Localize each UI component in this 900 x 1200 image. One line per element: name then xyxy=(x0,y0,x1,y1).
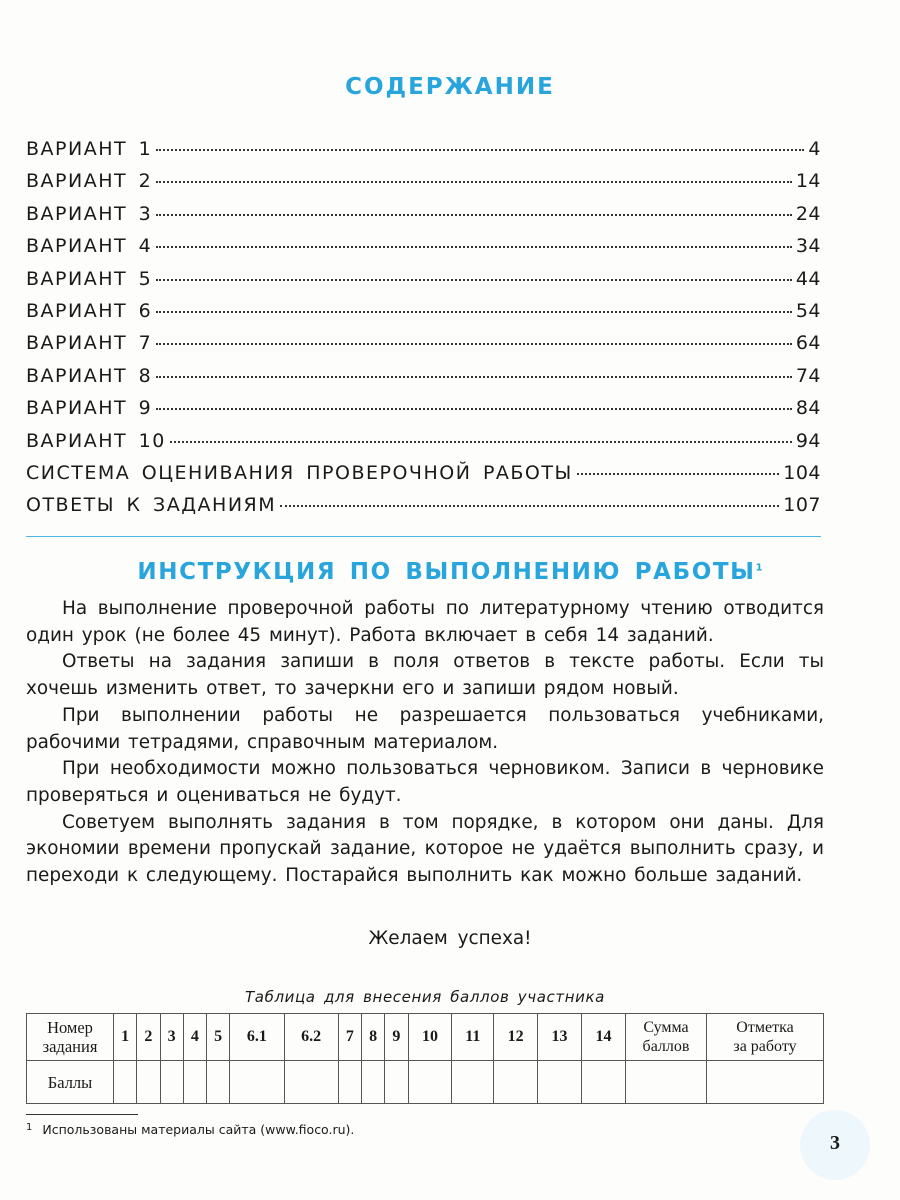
instructions-title xyxy=(0,559,900,585)
toc-title: СОДЕРЖАНИЕ xyxy=(345,74,555,100)
toc-item-page: 54 xyxy=(795,299,821,322)
task-number-header xyxy=(27,1014,114,1061)
score-table xyxy=(26,1013,824,1104)
toc-item xyxy=(26,138,821,170)
score-cell[interactable] xyxy=(230,1061,284,1104)
toc-item xyxy=(26,235,821,267)
toc-leader-dots xyxy=(156,246,792,248)
section-divider xyxy=(26,536,821,537)
instruction-paragraph: Ответы на задания запиши в поля ответов в тексте работы. Если ты хочешь изменить ответ, то зачеркни его и запиши рядом новый. xyxy=(26,651,824,700)
footnote-number: 1 xyxy=(26,1122,33,1133)
toc-item xyxy=(26,494,821,526)
instructions-title-text: ИНСТРУКЦИЯ ПО ВЫПОЛНЕНИЮ РАБОТЫ xyxy=(137,559,756,585)
table-row-tasks xyxy=(27,1014,824,1061)
task-number-cell: 9 xyxy=(385,1014,408,1061)
score-cell[interactable] xyxy=(160,1061,183,1104)
toc-item-page: 94 xyxy=(795,429,821,452)
toc-item-label: ОТВЕТЫ К ЗАДАНИЯМ xyxy=(26,494,277,517)
toc-item xyxy=(26,365,821,397)
toc-item-page: 14 xyxy=(795,170,821,193)
toc-item-page: 74 xyxy=(795,364,821,387)
score-cell[interactable] xyxy=(338,1061,361,1104)
table-row-scores xyxy=(27,1061,824,1104)
score-cell[interactable] xyxy=(207,1061,230,1104)
toc-item-label: СИСТЕМА ОЦЕНИВАНИЯ ПРОВЕРОЧНОЙ РАБОТЫ xyxy=(26,461,573,484)
toc-item-label: ВАРИАНТ 8 xyxy=(26,364,153,387)
toc-leader-dots xyxy=(156,376,792,378)
toc-item-label: ВАРИАНТ 1 xyxy=(26,138,153,160)
toc-leader-dots xyxy=(280,505,779,507)
task-number-cell: 7 xyxy=(338,1014,361,1061)
mark-cell[interactable] xyxy=(707,1061,824,1104)
instruction-paragraph: На выполнение проверочной работы по литературному чтению отводится один урок (не более 45 минут). Работа включает в себя 14 заданий. xyxy=(26,598,824,646)
instruction-paragraph: Советуем выполнять задания в том порядке, в котором они даны. Для экономии времени пропускай задание, которое не удаётся выполнить сразу, и переходи к следующему. Постарайся выполнить как можно больше заданий. xyxy=(26,811,824,887)
toc-item-label: ВАРИАНТ 2 xyxy=(26,170,153,193)
toc-item-page: 64 xyxy=(795,332,821,355)
toc-leader-dots xyxy=(156,214,792,216)
toc-leader-dots xyxy=(156,343,792,345)
header-line-2: задания xyxy=(42,1037,98,1056)
score-cell[interactable] xyxy=(581,1061,625,1104)
toc-item xyxy=(26,430,821,462)
scores-header: Баллы xyxy=(27,1061,114,1104)
score-cell[interactable] xyxy=(137,1061,160,1104)
toc-item xyxy=(26,300,821,332)
score-cell[interactable] xyxy=(538,1061,582,1104)
toc-item-page: 44 xyxy=(795,267,821,290)
sum-cell[interactable] xyxy=(626,1061,707,1104)
toc-item-label: ВАРИАНТ 10 xyxy=(26,429,166,452)
toc-item-label: ВАРИАНТ 4 xyxy=(26,235,153,258)
toc-leader-dots xyxy=(170,441,792,443)
instruction-paragraph: При выполнении работы не разрешается пользоваться учебниками, рабочими тетрадями, справочным материалом. xyxy=(26,704,824,753)
table-caption: Таблица для внесения баллов участника xyxy=(245,988,605,1006)
task-number-cell: 6.2 xyxy=(284,1014,338,1061)
header-line-1: Номер xyxy=(47,1018,93,1037)
task-number-cell: 6.1 xyxy=(230,1014,284,1061)
score-cell[interactable] xyxy=(183,1061,206,1104)
toc-item-label: ВАРИАНТ 7 xyxy=(26,332,153,355)
mark-line-1: Отметка xyxy=(736,1019,794,1036)
sum-header xyxy=(626,1014,707,1061)
task-number-cell: 14 xyxy=(581,1014,625,1061)
task-number-cell: 3 xyxy=(160,1014,183,1061)
toc-leader-dots xyxy=(156,279,792,281)
task-number-cell: 10 xyxy=(408,1014,452,1061)
toc-item-label: ВАРИАНТ 9 xyxy=(26,397,153,420)
toc-item xyxy=(26,397,821,429)
toc-item-page: 104 xyxy=(783,461,821,484)
footnote-ref: 1 xyxy=(755,562,763,574)
task-number-cell: 1 xyxy=(114,1014,137,1061)
task-number-cell: 11 xyxy=(452,1014,494,1061)
mark-line-2: за работу xyxy=(733,1038,797,1055)
task-number-cell: 4 xyxy=(183,1014,206,1061)
toc-item xyxy=(26,203,821,235)
toc-item-label: ВАРИАНТ 3 xyxy=(26,202,153,225)
toc-item xyxy=(26,170,821,202)
toc-item-page: 34 xyxy=(795,235,821,258)
score-cell[interactable] xyxy=(385,1061,408,1104)
sum-line-1: Сумма xyxy=(643,1019,689,1036)
task-number-cell: 8 xyxy=(362,1014,385,1061)
score-cell[interactable] xyxy=(284,1061,338,1104)
toc-item-label: ВАРИАНТ 6 xyxy=(26,299,153,322)
toc-leader-dots xyxy=(156,149,804,151)
page-number: 3 xyxy=(830,1132,840,1154)
sum-line-2: баллов xyxy=(642,1038,690,1055)
task-number-cell: 5 xyxy=(207,1014,230,1061)
footnote-divider xyxy=(26,1114,138,1115)
toc-item xyxy=(26,268,821,300)
toc-item-page: 4 xyxy=(808,138,821,160)
toc-leader-dots xyxy=(156,181,792,183)
toc-item xyxy=(26,332,821,364)
score-cell[interactable] xyxy=(114,1061,137,1104)
toc-item-page: 84 xyxy=(795,397,821,420)
score-cell[interactable] xyxy=(408,1061,452,1104)
toc-leader-dots xyxy=(577,473,779,475)
score-cell[interactable] xyxy=(452,1061,494,1104)
task-number-cell: 12 xyxy=(494,1014,538,1061)
footnote-text: Использованы материалы сайта (www.fioco.ru). xyxy=(42,1122,355,1137)
wish-text: Желаем успеха! xyxy=(368,928,532,949)
score-cell[interactable] xyxy=(494,1061,538,1104)
toc-leader-dots xyxy=(156,408,792,410)
toc-item-label: ВАРИАНТ 5 xyxy=(26,267,153,290)
task-number-cell: 13 xyxy=(538,1014,582,1061)
instruction-paragraph: При необходимости можно пользоваться черновиком. Записи в черновике проверяться и оцениваться не будут. xyxy=(26,758,824,806)
toc-leader-dots xyxy=(156,311,792,313)
mark-header xyxy=(707,1014,824,1061)
footnote xyxy=(26,1122,354,1137)
table-of-contents xyxy=(26,138,821,527)
instructions-body xyxy=(26,596,824,890)
toc-item-page: 107 xyxy=(783,494,821,517)
toc-item-page: 24 xyxy=(795,202,821,225)
score-cell[interactable] xyxy=(362,1061,385,1104)
task-number-cell: 2 xyxy=(137,1014,160,1061)
toc-item xyxy=(26,462,821,494)
